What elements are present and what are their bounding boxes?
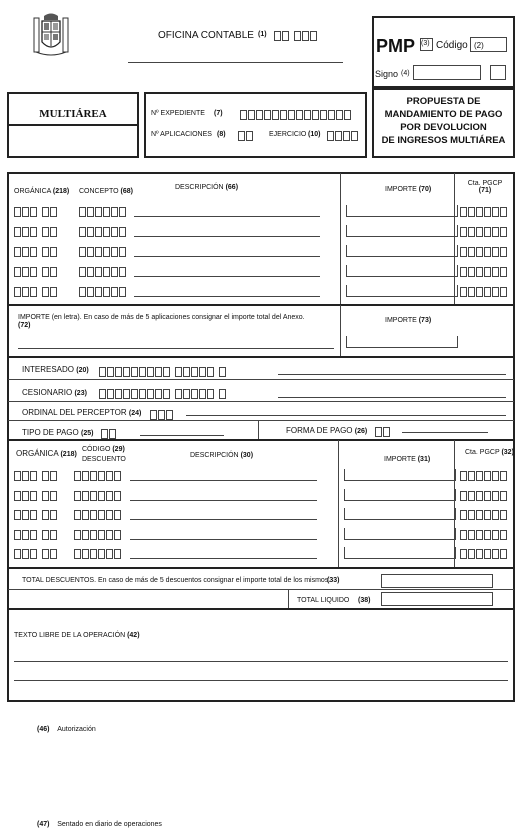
multiarea-title: MULTIÁREA [39,108,107,120]
ordinal-label: ORDINAL DEL PERCEPTOR (24) [22,408,142,417]
aplicaciones-label: Nº APLICACIONES [151,131,212,138]
pago-divider [258,421,259,439]
s1-divider-1 [340,173,341,304]
ejercicio-boxes[interactable] [327,131,359,141]
s1-concepto-boxes[interactable] [79,287,127,297]
forma-pago-label: FORMA DE PAGO (26) [286,426,368,435]
s1-importe-header: IMPORTE (70) [385,186,432,193]
total-descuentos-num: (33) [327,577,340,584]
importe-letra-num: (72) [18,322,31,329]
s2-concepto-boxes[interactable] [74,510,122,520]
s1-descripcion-line[interactable] [134,236,320,237]
s1-importe-field[interactable] [346,285,458,297]
signo-check-box[interactable] [490,65,506,80]
texto-libre-label: TEXTO LIBRE DE LA OPERACIÓN (42) [14,632,140,639]
importe-letra-label: IMPORTE (en letra). En caso de más de 5 aplicaciones consignar el importe total del Anexo. [18,314,305,321]
interesado-boxes[interactable] [99,367,227,377]
tipo-pago-boxes[interactable] [101,429,117,439]
s2-concepto-boxes[interactable] [74,491,122,501]
signo-label: Signo [375,69,399,79]
interesado-label: INTERESADO (20) [22,365,89,374]
s1-descripcion-header: DESCRIPCIÓN (66) [175,184,239,191]
s2-cta-boxes[interactable] [460,549,508,559]
s1-bottom-border [8,304,514,306]
codigo-label: Código [436,40,468,51]
total-descuentos-label: TOTAL DESCUENTOS. En caso de más de 5 descuentos consignar el importe total de los mismos. [22,577,331,584]
sentado-label: (47) Sentado en diario de operaciones [37,821,162,828]
s1-concepto-boxes[interactable] [79,247,127,257]
s2-descripcion-line[interactable] [130,558,317,559]
s2-organica-header: ORGÁNICA (218) [16,449,77,458]
s1-cta-header: Cta. PGCP (71) [467,180,503,194]
cesionario-line[interactable] [278,397,506,398]
s2-bottom-border [8,567,514,569]
s2-importe-field[interactable] [344,528,456,540]
s2-importe-field[interactable] [344,508,456,520]
cesionario-label: CESIONARIO (23) [22,388,87,397]
letra-bottom-border [8,356,514,358]
s2-concepto-boxes[interactable] [74,530,122,540]
interesado-line[interactable] [278,374,506,375]
total-descuentos-field[interactable] [381,574,493,588]
totales-bottom-border [8,608,514,610]
s2-divider-1 [338,440,339,567]
s1-organica-boxes[interactable] [14,207,58,217]
forma-pago-line[interactable] [402,432,488,433]
interesado-divider [8,379,514,380]
pago-bottom-border [8,439,514,441]
total-liquido-num: (38) [358,597,371,604]
total-liquido-field[interactable] [381,592,493,606]
s2-organica-boxes[interactable] [14,471,58,481]
pmp-num: (3) [421,40,430,47]
s1-descripcion-line[interactable] [134,276,320,277]
s1-cta-boxes[interactable] [460,247,508,257]
s2-descripcion-header: DESCRIPCIÓN (30) [190,452,254,459]
ordinal-line[interactable] [186,415,506,416]
expediente-label: Nº EXPEDIENTE [151,110,205,117]
s2-organica-boxes[interactable] [14,530,58,540]
texto-libre-line-1[interactable] [14,661,508,662]
s2-descripcion-line[interactable] [130,500,317,501]
form-title: PROPUESTA DE MANDAMIENTO DE PAGO POR DEVOLUCION DE INGRESOS MULTIÁREA [381,96,506,146]
expediente-box [144,92,367,158]
s2-concepto-boxes[interactable] [74,549,122,559]
importe-73-field[interactable] [346,336,458,348]
s1-organica-boxes[interactable] [14,267,58,277]
s2-importe-field[interactable] [344,547,456,559]
ejercicio-label: EJERCICIO [269,131,307,138]
descuentos-divider [8,589,514,590]
s1-importe-field[interactable] [346,225,458,237]
s2-descripcion-line[interactable] [130,480,317,481]
s2-cta-boxes[interactable] [460,471,508,481]
forma-pago-boxes[interactable] [375,427,391,437]
s1-cta-boxes[interactable] [460,207,508,217]
tipo-pago-label: TIPO DE PAGO (25) [22,428,94,437]
importe-letra-line[interactable] [18,348,334,349]
aplicaciones-boxes[interactable] [238,131,254,141]
s2-organica-boxes[interactable] [14,510,58,520]
s2-descuento-header: DESCUENTO [82,456,126,463]
s1-concepto-header: CONCEPTO (68) [79,188,133,195]
oficina-underline [128,62,343,63]
multiarea-divider [8,124,138,126]
s2-descripcion-line[interactable] [130,539,317,540]
s2-organica-boxes[interactable] [14,491,58,501]
s1-descripcion-line[interactable] [134,256,320,257]
autorizacion-label: (46) Autorización [37,726,96,733]
s2-cta-boxes[interactable] [460,491,508,501]
s1-importe-field[interactable] [346,205,458,217]
signo-field[interactable] [413,65,481,80]
s2-importe-header: IMPORTE (31) [384,456,431,463]
s1-cta-boxes[interactable] [460,227,508,237]
s2-descripcion-line[interactable] [130,519,317,520]
s1-organica-boxes[interactable] [14,287,58,297]
coat-of-arms-emblem [32,12,70,58]
signo-num: (4) [401,70,410,77]
s1-cta-boxes[interactable] [460,287,508,297]
s2-importe-field[interactable] [344,489,456,501]
cesionario-boxes[interactable] [99,389,227,399]
s2-organica-boxes[interactable] [14,549,58,559]
s1-concepto-boxes[interactable] [79,207,127,217]
oficina-contable-label: OFICINA CONTABLE [158,30,254,41]
s1-organica-boxes[interactable] [14,227,58,237]
s1-descripcion-line[interactable] [134,216,320,217]
codigo-num: (2) [474,41,484,50]
s1-concepto-boxes[interactable] [79,227,127,237]
s1-cta-boxes[interactable] [460,267,508,277]
aplicaciones-num: (8) [217,131,226,138]
oficina-num: (1) [258,31,267,38]
pmp-label: PMP [376,36,416,56]
s2-codigo-header: CÓDIGO (29) [82,446,125,453]
s2-cta-boxes[interactable] [460,530,508,540]
s1-concepto-boxes[interactable] [79,267,127,277]
s1-organica-boxes[interactable] [14,247,58,257]
liquido-left-border [288,589,289,608]
letra-divider [340,305,341,356]
s1-organica-header: ORGÁNICA (218) [14,188,70,195]
s2-cta-boxes[interactable] [460,510,508,520]
texto-libre-line-2[interactable] [14,680,508,681]
ordinal-boxes[interactable] [150,410,174,420]
ejercicio-num: (10) [308,131,321,138]
cesionario-divider [8,401,514,402]
s1-descripcion-line[interactable] [134,296,320,297]
expediente-boxes[interactable] [240,110,352,120]
s2-concepto-boxes[interactable] [74,471,122,481]
tipo-pago-line[interactable] [140,435,224,436]
oficina-code-boxes[interactable] [274,31,318,41]
importe-73-header: IMPORTE (73) [385,317,432,324]
s2-cta-header: Cta. PGCP (32) [465,449,514,456]
ordinal-divider [8,420,514,421]
s2-importe-field[interactable] [344,469,456,481]
expediente-num: (7) [214,110,223,117]
s1-importe-field[interactable] [346,245,458,257]
total-liquido-label: TOTAL LIQUIDO [297,597,350,604]
s1-importe-field[interactable] [346,265,458,277]
